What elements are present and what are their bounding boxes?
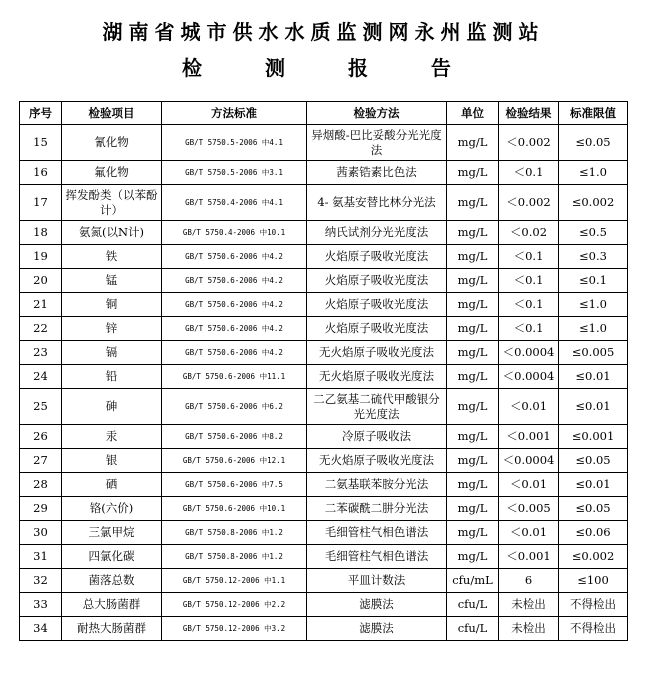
cell-item: 铜	[62, 293, 162, 317]
cell-standard: GB/T 5750.5-2006 中3.1	[162, 161, 307, 185]
cell-no: 15	[20, 125, 62, 161]
cell-result: ＜0.1	[499, 161, 559, 185]
cell-unit: mg/L	[447, 389, 499, 425]
table-row	[20, 545, 628, 569]
cell-method: 火焰原子吸收光度法	[307, 293, 447, 317]
cell-item: 总大肠菌群	[62, 593, 162, 617]
cell-limit: ≤0.5	[559, 221, 628, 245]
table-row	[20, 473, 628, 497]
cell-result: ＜0.1	[499, 317, 559, 341]
cell-no: 23	[20, 341, 62, 365]
cell-unit: mg/L	[447, 497, 499, 521]
cell-standard: GB/T 5750.6-2006 中11.1	[162, 365, 307, 389]
cell-item: 硒	[62, 473, 162, 497]
cell-limit: ≤1.0	[559, 161, 628, 185]
cell-method: 异烟酸-巴比妥酸分光光度法	[307, 125, 447, 161]
cell-unit: mg/L	[447, 341, 499, 365]
cell-standard: GB/T 5750.6-2006 中7.5	[162, 473, 307, 497]
cell-standard: GB/T 5750.12-2006 中3.2	[162, 617, 307, 641]
cell-item: 铅	[62, 365, 162, 389]
cell-unit: mg/L	[447, 425, 499, 449]
cell-limit: ≤100	[559, 569, 628, 593]
cell-limit: ≤0.002	[559, 185, 628, 221]
cell-method: 无火焰原子吸收光度法	[307, 365, 447, 389]
table-row	[20, 569, 628, 593]
cell-unit: mg/L	[447, 269, 499, 293]
cell-item: 四氯化碳	[62, 545, 162, 569]
cell-limit: ≤0.1	[559, 269, 628, 293]
cell-method: 4- 氨基安替比林分光法	[307, 185, 447, 221]
cell-unit: mg/L	[447, 185, 499, 221]
cell-result: ＜0.01	[499, 473, 559, 497]
cell-unit: mg/L	[447, 245, 499, 269]
table-row	[20, 125, 628, 161]
cell-standard: GB/T 5750.5-2006 中4.1	[162, 125, 307, 161]
cell-no: 25	[20, 389, 62, 425]
cell-result: ＜0.0004	[499, 341, 559, 365]
cell-unit: mg/L	[447, 221, 499, 245]
header-standard: 方法标准	[162, 102, 307, 125]
cell-unit: cfu/L	[447, 617, 499, 641]
header-limit: 标准限值	[559, 102, 628, 125]
cell-no: 29	[20, 497, 62, 521]
cell-item: 铬(六价)	[62, 497, 162, 521]
cell-unit: cfu/L	[447, 593, 499, 617]
cell-result: 未检出	[499, 617, 559, 641]
cell-result: ＜0.001	[499, 545, 559, 569]
cell-standard: GB/T 5750.6-2006 中4.2	[162, 317, 307, 341]
cell-item: 氰化物	[62, 125, 162, 161]
cell-result: ＜0.01	[499, 521, 559, 545]
cell-method: 平皿计数法	[307, 569, 447, 593]
table-row	[20, 317, 628, 341]
cell-limit: ≤0.05	[559, 125, 628, 161]
cell-result: ＜0.02	[499, 221, 559, 245]
cell-standard: GB/T 5750.8-2006 中1.2	[162, 521, 307, 545]
cell-unit: mg/L	[447, 521, 499, 545]
header-item: 检验项目	[62, 102, 162, 125]
cell-limit: ≤1.0	[559, 317, 628, 341]
cell-standard: GB/T 5750.6-2006 中4.2	[162, 341, 307, 365]
cell-method: 纳氏试剂分光光度法	[307, 221, 447, 245]
cell-no: 20	[20, 269, 62, 293]
cell-standard: GB/T 5750.12-2006 中2.2	[162, 593, 307, 617]
table-header-row	[20, 102, 628, 125]
table-row	[20, 341, 628, 365]
cell-limit: ≤0.3	[559, 245, 628, 269]
table-body	[20, 125, 628, 641]
cell-method: 二苯碳酰二肼分光法	[307, 497, 447, 521]
cell-standard: GB/T 5750.6-2006 中4.2	[162, 245, 307, 269]
cell-item: 镉	[62, 341, 162, 365]
cell-method: 无火焰原子吸收光度法	[307, 341, 447, 365]
cell-standard: GB/T 5750.6-2006 中10.1	[162, 497, 307, 521]
cell-no: 27	[20, 449, 62, 473]
cell-no: 17	[20, 185, 62, 221]
cell-result: ＜0.002	[499, 125, 559, 161]
cell-standard: GB/T 5750.6-2006 中8.2	[162, 425, 307, 449]
table-row	[20, 425, 628, 449]
table-row	[20, 185, 628, 221]
cell-limit: ≤0.05	[559, 497, 628, 521]
header-no: 序号	[20, 102, 62, 125]
cell-result: ＜0.002	[499, 185, 559, 221]
cell-unit: cfu/mL	[447, 569, 499, 593]
cell-method: 毛细管柱气相色谱法	[307, 545, 447, 569]
cell-standard: GB/T 5750.6-2006 中4.2	[162, 269, 307, 293]
cell-standard: GB/T 5750.6-2006 中4.2	[162, 293, 307, 317]
cell-limit: ≤0.002	[559, 545, 628, 569]
cell-no: 33	[20, 593, 62, 617]
cell-unit: mg/L	[447, 545, 499, 569]
table-row	[20, 245, 628, 269]
cell-unit: mg/L	[447, 449, 499, 473]
cell-item: 锰	[62, 269, 162, 293]
table-row	[20, 521, 628, 545]
table-row	[20, 221, 628, 245]
header-unit: 单位	[447, 102, 499, 125]
cell-item: 氨氮(以N计)	[62, 221, 162, 245]
cell-unit: mg/L	[447, 125, 499, 161]
cell-item: 挥发酚类（以苯酚计）	[62, 185, 162, 221]
table-row	[20, 161, 628, 185]
header-method: 检验方法	[307, 102, 447, 125]
table-row	[20, 617, 628, 641]
results-table	[19, 101, 628, 641]
cell-item: 三氯甲烷	[62, 521, 162, 545]
cell-limit: ≤0.01	[559, 473, 628, 497]
cell-no: 22	[20, 317, 62, 341]
cell-result: ＜0.1	[499, 269, 559, 293]
cell-result: 未检出	[499, 593, 559, 617]
table-row	[20, 293, 628, 317]
cell-standard: GB/T 5750.6-2006 中12.1	[162, 449, 307, 473]
cell-item: 菌落总数	[62, 569, 162, 593]
cell-limit: ≤0.06	[559, 521, 628, 545]
cell-no: 21	[20, 293, 62, 317]
cell-method: 茜素锆素比色法	[307, 161, 447, 185]
cell-method: 二氨基联苯胺分光法	[307, 473, 447, 497]
cell-limit: ≤0.001	[559, 425, 628, 449]
cell-unit: mg/L	[447, 161, 499, 185]
cell-result: ＜0.1	[499, 293, 559, 317]
cell-no: 30	[20, 521, 62, 545]
cell-result: ＜0.1	[499, 245, 559, 269]
cell-item: 耐热大肠菌群	[62, 617, 162, 641]
cell-unit: mg/L	[447, 317, 499, 341]
cell-method: 无火焰原子吸收光度法	[307, 449, 447, 473]
table-row	[20, 389, 628, 425]
cell-unit: mg/L	[447, 365, 499, 389]
table-row	[20, 449, 628, 473]
cell-item: 砷	[62, 389, 162, 425]
cell-method: 滤膜法	[307, 593, 447, 617]
cell-standard: GB/T 5750.6-2006 中6.2	[162, 389, 307, 425]
cell-method: 毛细管柱气相色谱法	[307, 521, 447, 545]
cell-item: 氟化物	[62, 161, 162, 185]
header-result: 检验结果	[499, 102, 559, 125]
cell-method: 火焰原子吸收光度法	[307, 245, 447, 269]
cell-method: 火焰原子吸收光度法	[307, 269, 447, 293]
cell-no: 16	[20, 161, 62, 185]
cell-no: 31	[20, 545, 62, 569]
cell-result: ＜0.0004	[499, 365, 559, 389]
cell-no: 32	[20, 569, 62, 593]
cell-no: 28	[20, 473, 62, 497]
table-row	[20, 497, 628, 521]
cell-limit: ≤0.01	[559, 365, 628, 389]
cell-item: 汞	[62, 425, 162, 449]
cell-method: 冷原子吸收法	[307, 425, 447, 449]
table-row	[20, 365, 628, 389]
report-title: 湖南省城市供水水质监测网永州监测站	[102, 20, 545, 44]
cell-result: ＜0.01	[499, 389, 559, 425]
cell-unit: mg/L	[447, 473, 499, 497]
cell-result: ＜0.001	[499, 425, 559, 449]
cell-limit: ≤0.05	[559, 449, 628, 473]
cell-unit: mg/L	[447, 293, 499, 317]
cell-method: 滤膜法	[307, 617, 447, 641]
cell-result: 6	[499, 569, 559, 593]
cell-limit: ≤0.01	[559, 389, 628, 425]
cell-standard: GB/T 5750.12-2006 中1.1	[162, 569, 307, 593]
cell-limit: ≤0.005	[559, 341, 628, 365]
cell-standard: GB/T 5750.4-2006 中10.1	[162, 221, 307, 245]
table-row	[20, 269, 628, 293]
cell-limit: 不得检出	[559, 617, 628, 641]
cell-no: 19	[20, 245, 62, 269]
table-row	[20, 593, 628, 617]
cell-result: ＜0.005	[499, 497, 559, 521]
cell-method: 火焰原子吸收光度法	[307, 317, 447, 341]
report-subtitle: 检 测 报 告	[182, 56, 479, 80]
cell-item: 锌	[62, 317, 162, 341]
cell-standard: GB/T 5750.8-2006 中1.2	[162, 545, 307, 569]
cell-no: 18	[20, 221, 62, 245]
cell-no: 26	[20, 425, 62, 449]
cell-no: 34	[20, 617, 62, 641]
cell-item: 银	[62, 449, 162, 473]
cell-limit: 不得检出	[559, 593, 628, 617]
cell-item: 铁	[62, 245, 162, 269]
cell-result: ＜0.0004	[499, 449, 559, 473]
cell-limit: ≤1.0	[559, 293, 628, 317]
cell-standard: GB/T 5750.4-2006 中4.1	[162, 185, 307, 221]
cell-no: 24	[20, 365, 62, 389]
cell-method: 二乙氨基二硫代甲酸银分光光度法	[307, 389, 447, 425]
